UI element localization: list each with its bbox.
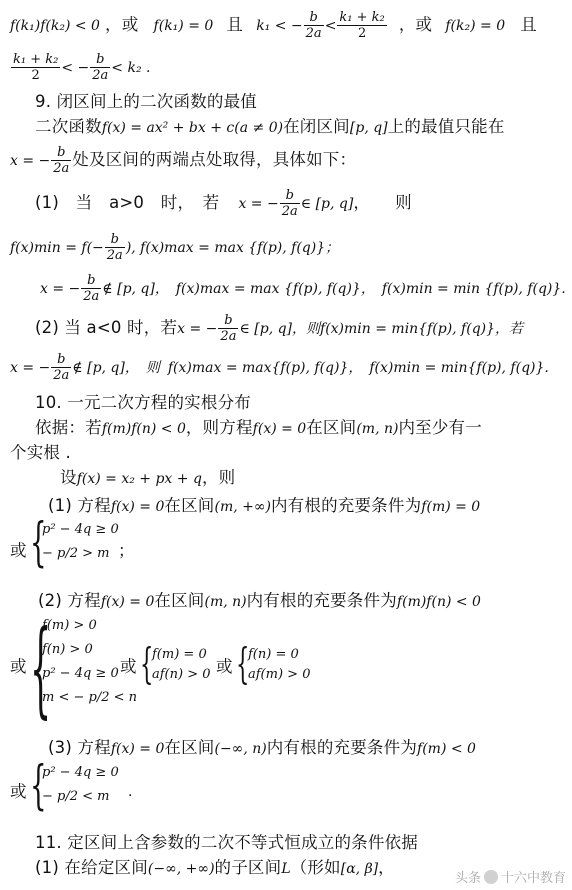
- left-brace: {: [140, 639, 154, 688]
- system-4: f(n) = 0 af(m) > 0: [248, 647, 311, 682]
- system-2: f(m) > 0 f(n) > 0 p² − 4q ≥ 0 m < − p/2 < n: [42, 618, 138, 705]
- or-text: 或: [10, 657, 27, 676]
- text: 且: [520, 15, 537, 34]
- s9-case-2-line-2: x = − $\frac{b}{2a}$ ∉ [p, q]， 则 f(x)max = max{f(p), f(q)}， f(x)min = min{f(p), f(q)}.: [10, 352, 549, 383]
- s10-q3: (3) 方程f(x) = 0在区间(−∞, n)内有根的充要条件为f(m) < 0: [48, 738, 476, 757]
- watermark-text: 十六中教育: [500, 871, 566, 886]
- watermark-logo-icon: [484, 870, 498, 884]
- formula: < k₂ .: [111, 60, 151, 76]
- left-brace: {: [236, 639, 250, 688]
- or-text: 或: [216, 657, 233, 676]
- fraction: $\frac{b}{2a}$: [92, 52, 109, 83]
- s9-line-2: x = − $\frac{b}{2a}$ 处及区间的两端点处取得，具体如下：: [10, 145, 357, 176]
- s10-q1: (1) 方程f(x) = 0在区间(m, +∞)内有根的充要条件为f(m) = 0: [48, 496, 481, 515]
- formula: f(k₂) = 0: [445, 18, 506, 34]
- left-brace: {: [30, 756, 47, 816]
- formula: f(k₁)f(k₂) < 0: [10, 18, 100, 34]
- system-3: f(m) = 0 af(n) > 0: [152, 647, 211, 682]
- s11-line-1: (1) 在给定区间(−∞, +∞)的子区间L（形如[α, β]，: [35, 858, 395, 877]
- formula: < −: [61, 60, 90, 76]
- text: ；: [118, 541, 135, 560]
- formula: f(k₁) = 0: [153, 18, 214, 34]
- text: ，或: [105, 15, 139, 34]
- left-brace: {: [30, 513, 47, 573]
- fraction: $\frac{b}{2a}$: [305, 10, 322, 41]
- s10-let: 设f(x) = x₂ + px + q，则: [60, 468, 236, 487]
- line-2: [10, 52, 150, 83]
- text: ，或: [398, 15, 433, 34]
- text: 且: [226, 15, 244, 34]
- or-text: 或: [10, 541, 27, 560]
- or-text: 或: [120, 657, 137, 676]
- s9-case-1-line-2: f(x)min = f(− $\frac{b}{2a}$ ), f(x)max = max {f(p), f(q)}；: [10, 232, 340, 263]
- left-brace: {: [30, 607, 52, 729]
- section-11-title: 11. 定区间上含参数的二次不等式恒成立的条件依据: [35, 833, 418, 852]
- s9-case-1: (1) 当 a>0 时， 若 x = − $\frac{b}{2a}$ ∈ [p, q]， 则: [35, 188, 412, 219]
- formula: k₁ < −: [256, 18, 303, 34]
- or-text: 或: [10, 782, 27, 801]
- section-10-title: 10. 一元二次方程的实根分布: [35, 393, 251, 412]
- watermark: [455, 867, 566, 886]
- s9-case-1-line-3: x = − $\frac{b}{2a}$ ∉ [p, q]， f(x)max = max {f(p), f(q)}， f(x)min = min {f(p), f(q)}.: [40, 273, 566, 304]
- system-5: p² − 4q ≥ 0 − p/2 < m: [42, 765, 119, 804]
- section-9-title: 9. 闭区间上的二次函数的最值: [35, 92, 257, 111]
- system-1: p² − 4q ≥ 0 − p/2 > m: [42, 522, 119, 561]
- s10-basis: 依据：若f(m)f(n) < 0，则方程f(x) = 0在区间(m, n)内至少有一: [35, 418, 482, 437]
- s9-case-2: (2) 当 a<0 时，若x = − $\frac{b}{2a}$ ∈ [p, q]，则f(x)min = min{f(p), f(q)}，若: [35, 313, 524, 344]
- text: .: [128, 784, 133, 800]
- s10-q2: (2) 方程f(x) = 0在区间(m, n)内有根的充要条件为f(m)f(n) < 0: [38, 591, 481, 610]
- fraction: $\frac{\text{k₁ + k₂}}{2}$: [339, 10, 385, 41]
- fraction: $\frac{\text{k₁ + k₂}}{2}$: [13, 52, 59, 83]
- watermark-text: 头条: [454, 871, 481, 886]
- s10-basis-2: 个实根 .: [10, 443, 71, 462]
- s9-line-1: 二次函数f(x) = ax² + bx + c(a ≠ 0)在闭区间[p, q]上的最值只能在: [35, 117, 505, 136]
- line-1: f(k₁)f(k₂) < 0 ，或 f(k₁) = 0 且 k₁ < − $\frac{b}{2a}$ < $\frac{\text{k₁ + k₂}}{2}$ ，或 f(k₂) = 0 且: [10, 10, 537, 41]
